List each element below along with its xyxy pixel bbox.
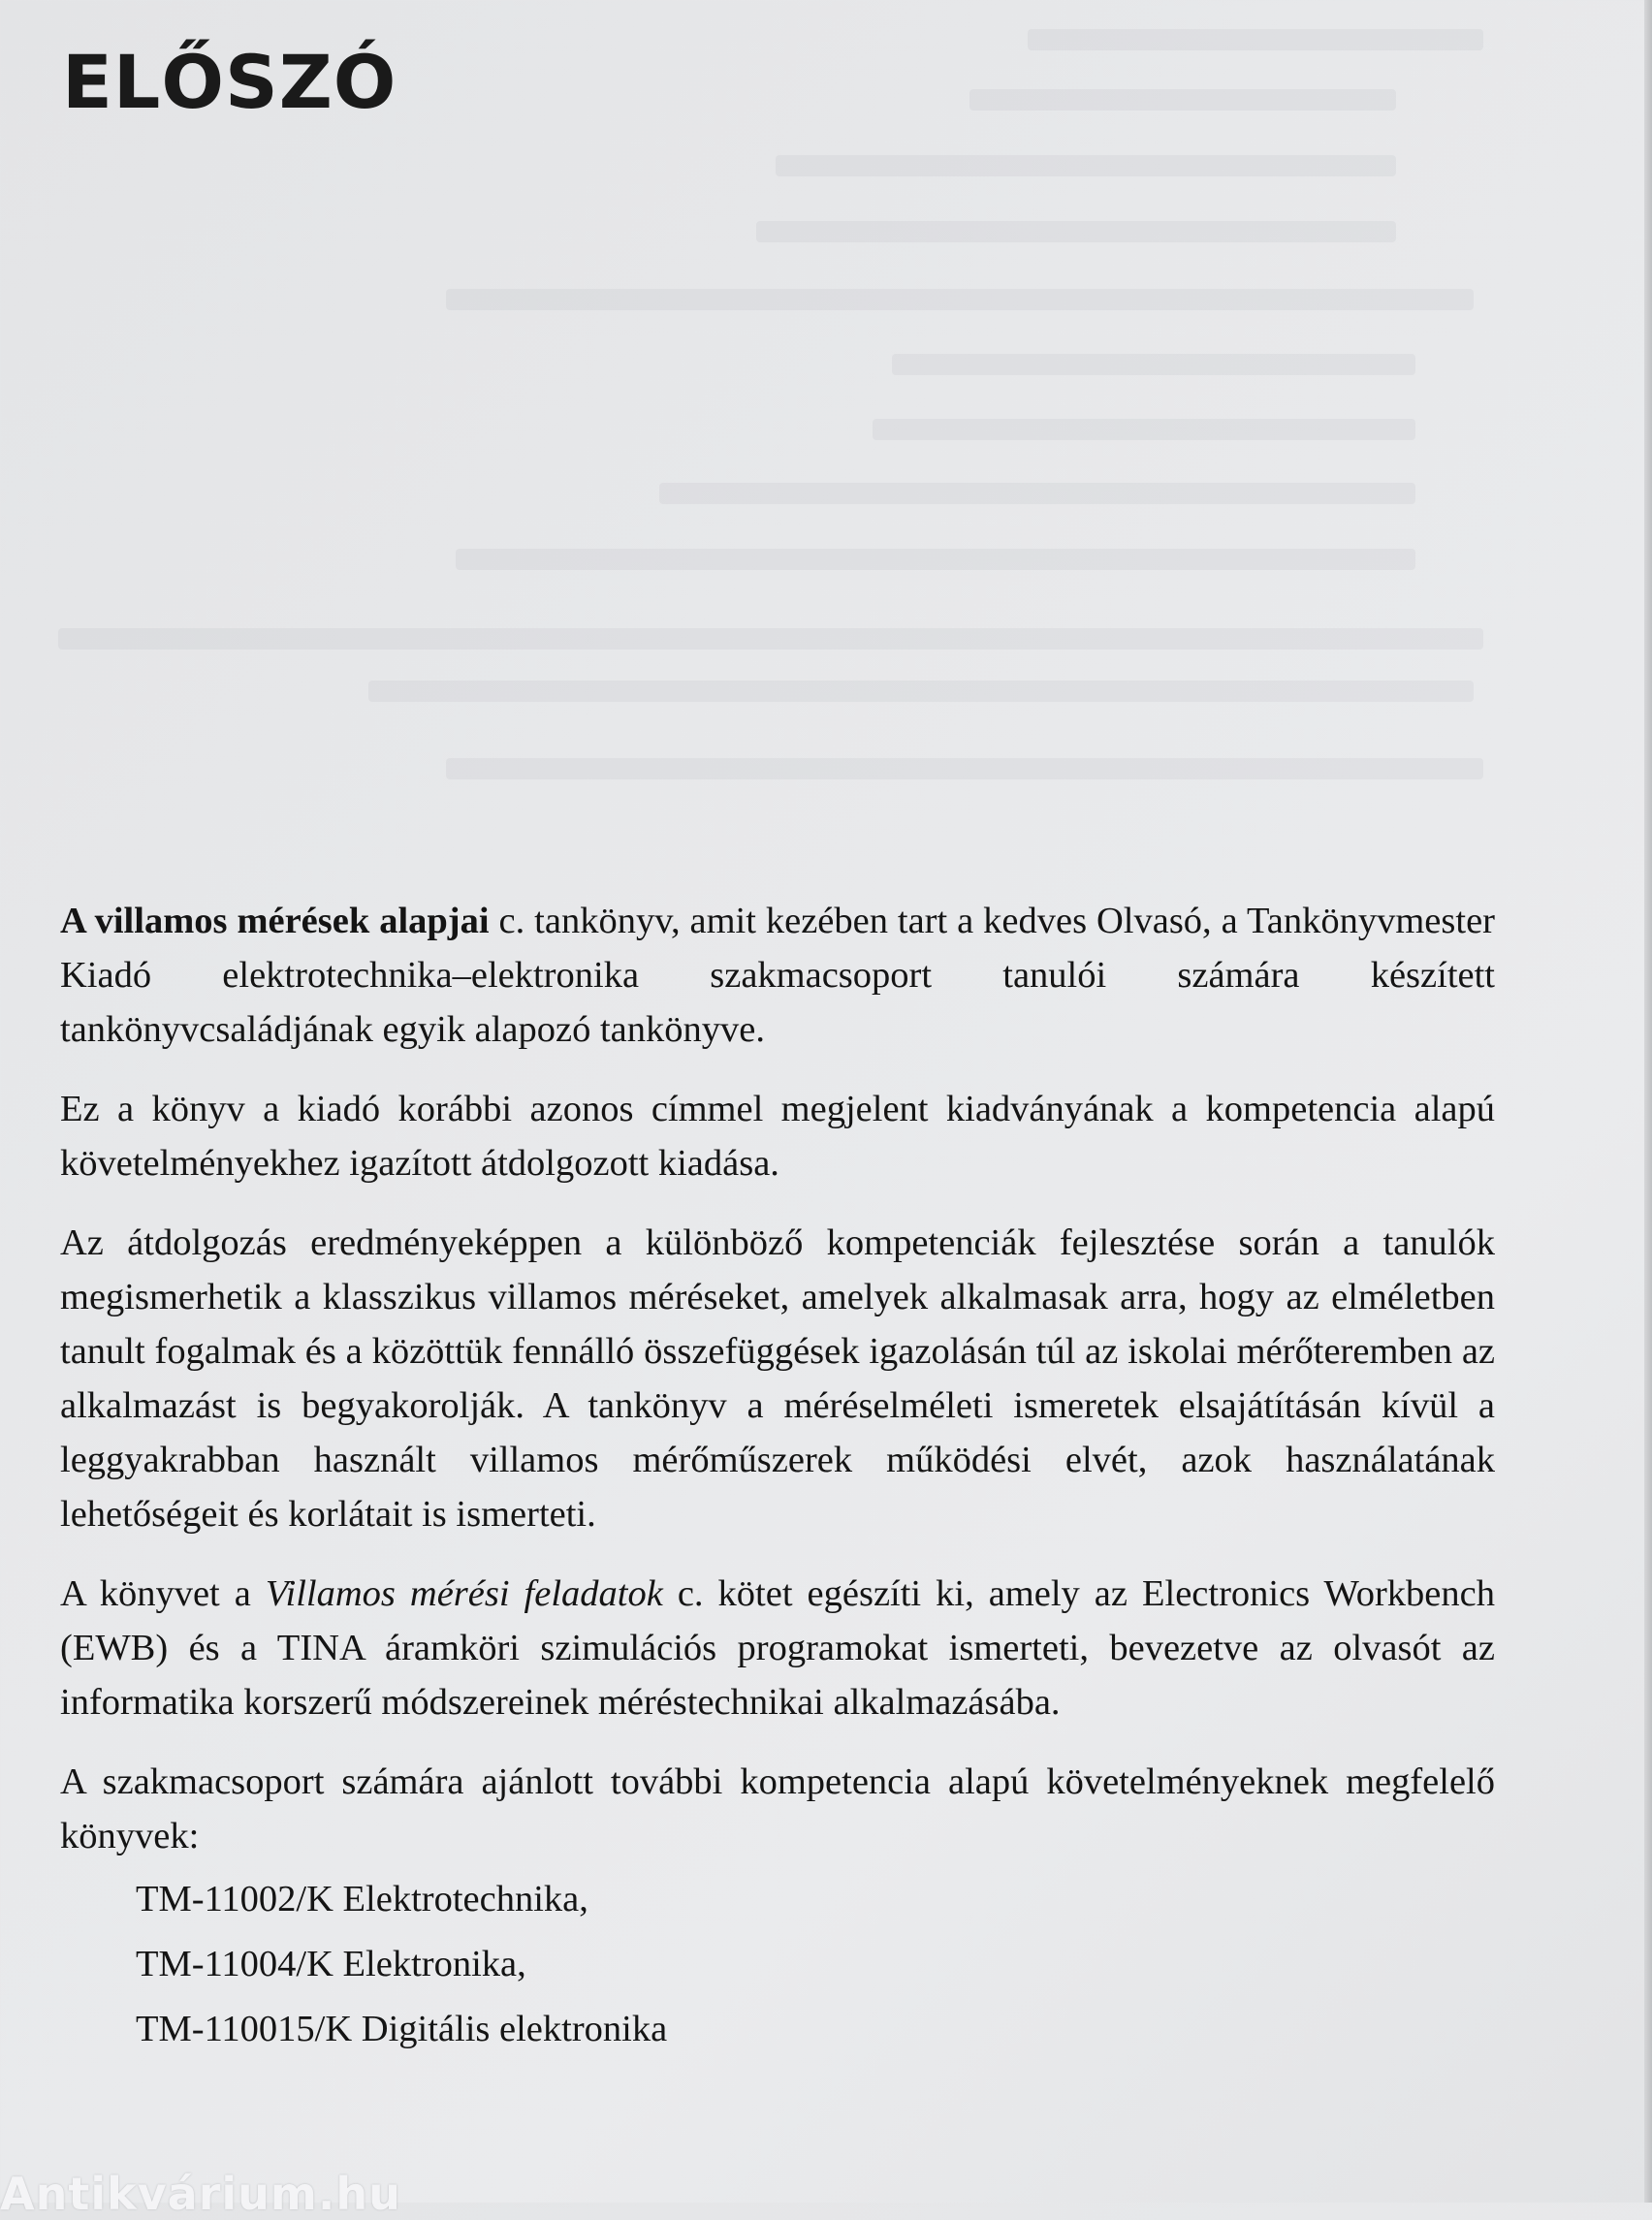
companion-text-after: c. kötet egészíti ki, amely az Electronics Workbench (EWB) és a TINA áramköri szimulációs programokat ismerteti, bevezetve az olvasót az informatika korszerű módszereinek méréstechnikai alkalmazásába. xyxy=(60,1573,1495,1723)
watermark: Antikvárium.hu xyxy=(0,2168,401,2220)
list-item: TM-11002/K Elektrotechnika, xyxy=(136,1879,588,1919)
foreword-body xyxy=(60,894,1495,2062)
paragraph-revision: Ez a könyv a kiadó korábbi azonos címmel megjelent kiadványának a kompetencia alapú követelményekhez igazított átdolgozott kiadása. xyxy=(60,1089,1495,1184)
companion-text-before: A könyvet a xyxy=(60,1573,266,1614)
paragraph-intro xyxy=(60,894,1495,1057)
paragraph-competencies: Az átdolgozás eredményeképpen a különböző kompetenciák fejlesztése során a tanulók megismerhetik a klasszikus villamos méréseket, amelyek alkalmasak arra, hogy az elméletben tanult fogalmak és a közöttük fennálló összefüggések igazolásán túl az iskolai mérőteremben az alkalmazást is begyakorolják. A tankönyv a méréselméleti ismeretek elsajátításán kívül a leggyakrabban használt villamos mérőműszerek működési elvét, azok használatának lehetőségeit és korlátait is ismerteti. xyxy=(60,1222,1495,1535)
list-item: TM-110015/K Digitális elektronika xyxy=(136,2009,668,2049)
page-title: ELŐSZÓ xyxy=(62,39,397,125)
paragraph-companion-book xyxy=(60,1567,1495,1729)
page-edge xyxy=(1644,0,1652,2203)
recommended-books-list xyxy=(60,1867,1495,2062)
paragraph-recommended-intro: A szakmacsoport számára ajánlott további kompetencia alapú követelményeknek megfelelő könyvek: xyxy=(60,1761,1495,1856)
paragraph-intro-text: c. tankönyv, amit kezében tart a kedves Olvasó, a Tankönyvmester Kiadó elektrotechnika–elektronika szakmacsoport tanulói számára készített tankönyvcsaládjának egyik alapozó tankönyve. xyxy=(60,901,1495,1050)
book-title-bold: A villamos mérések alapjai xyxy=(60,901,490,941)
companion-book-title: Villamos mérési feladatok xyxy=(265,1573,663,1614)
reverse-side-show-through xyxy=(0,0,1652,853)
list-item: TM-11004/K Elektronika, xyxy=(136,1944,526,1984)
